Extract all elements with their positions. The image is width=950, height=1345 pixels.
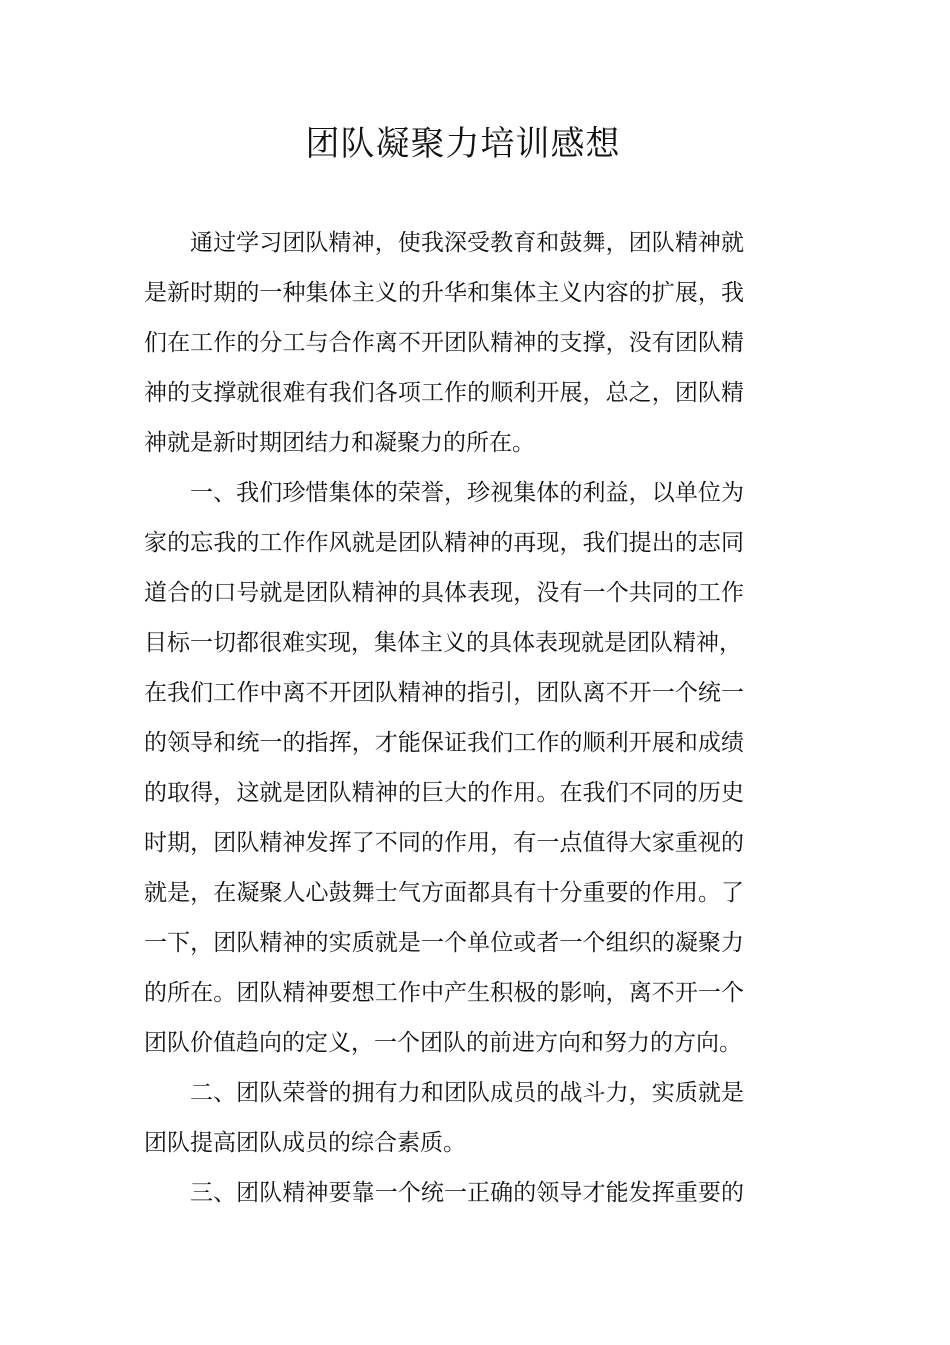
- text-line: 家的忘我的工作作风就是团队精神的再现，我们提出的志同: [144, 530, 744, 556]
- text-line: 通过学习团队精神，使我深受教育和鼓舞，团队精神就: [190, 230, 744, 256]
- text-line: 的领导和统一的指挥，才能保证我们工作的顺利开展和成绩: [144, 730, 744, 756]
- text-line: 神的支撑就很难有我们各项工作的顺利开展，总之，团队精: [144, 380, 744, 406]
- document-body: [144, 218, 744, 1218]
- document-title: 团队凝聚力培训感想: [305, 124, 621, 164]
- text-line: 时期，团队精神发挥了不同的作用，有一点值得大家重视的: [144, 830, 744, 856]
- text-line: 们在工作的分工与合作离不开团队精神的支撑，没有团队精: [144, 330, 744, 356]
- text-line: 道合的口号就是团队精神的具体表现，没有一个共同的工作: [144, 580, 744, 606]
- text-line: 神就是新时期团结力和凝聚力的所在。: [144, 430, 535, 456]
- paragraph: [144, 1068, 744, 1168]
- text-line: 在我们工作中离不开团队精神的指引，团队离不开一个统一: [144, 680, 744, 706]
- paragraph: [144, 468, 744, 1068]
- text-line: 目标一切都很难实现，集体主义的具体表现就是团队精神，: [144, 630, 742, 656]
- text-line: 三、团队精神要靠一个统一正确的领导才能发挥重要的: [190, 1180, 744, 1206]
- paragraph: [144, 1168, 744, 1218]
- text-line: 团队提高团队成员的综合素质。: [144, 1130, 466, 1156]
- text-line: 的取得，这就是团队精神的巨大的作用。在我们不同的历史: [144, 780, 744, 806]
- text-line: 团队价值趋向的定义，一个团队的前进方向和努力的方向。: [144, 1030, 742, 1056]
- text-line: 是新时期的一种集体主义的升华和集体主义内容的扩展，我: [144, 280, 744, 306]
- text-line: 一下，团队精神的实质就是一个单位或者一个组织的凝聚力: [144, 930, 744, 956]
- text-line: 就是，在凝聚人心鼓舞士气方面都具有十分重要的作用。了: [144, 880, 744, 906]
- paragraph: [144, 218, 744, 468]
- text-line: 的所在。团队精神要想工作中产生积极的影响，离不开一个: [144, 980, 744, 1006]
- text-line: 一、我们珍惜集体的荣誉，珍视集体的利益，以单位为: [190, 480, 744, 506]
- text-line: 二、团队荣誉的拥有力和团队成员的战斗力，实质就是: [190, 1080, 744, 1106]
